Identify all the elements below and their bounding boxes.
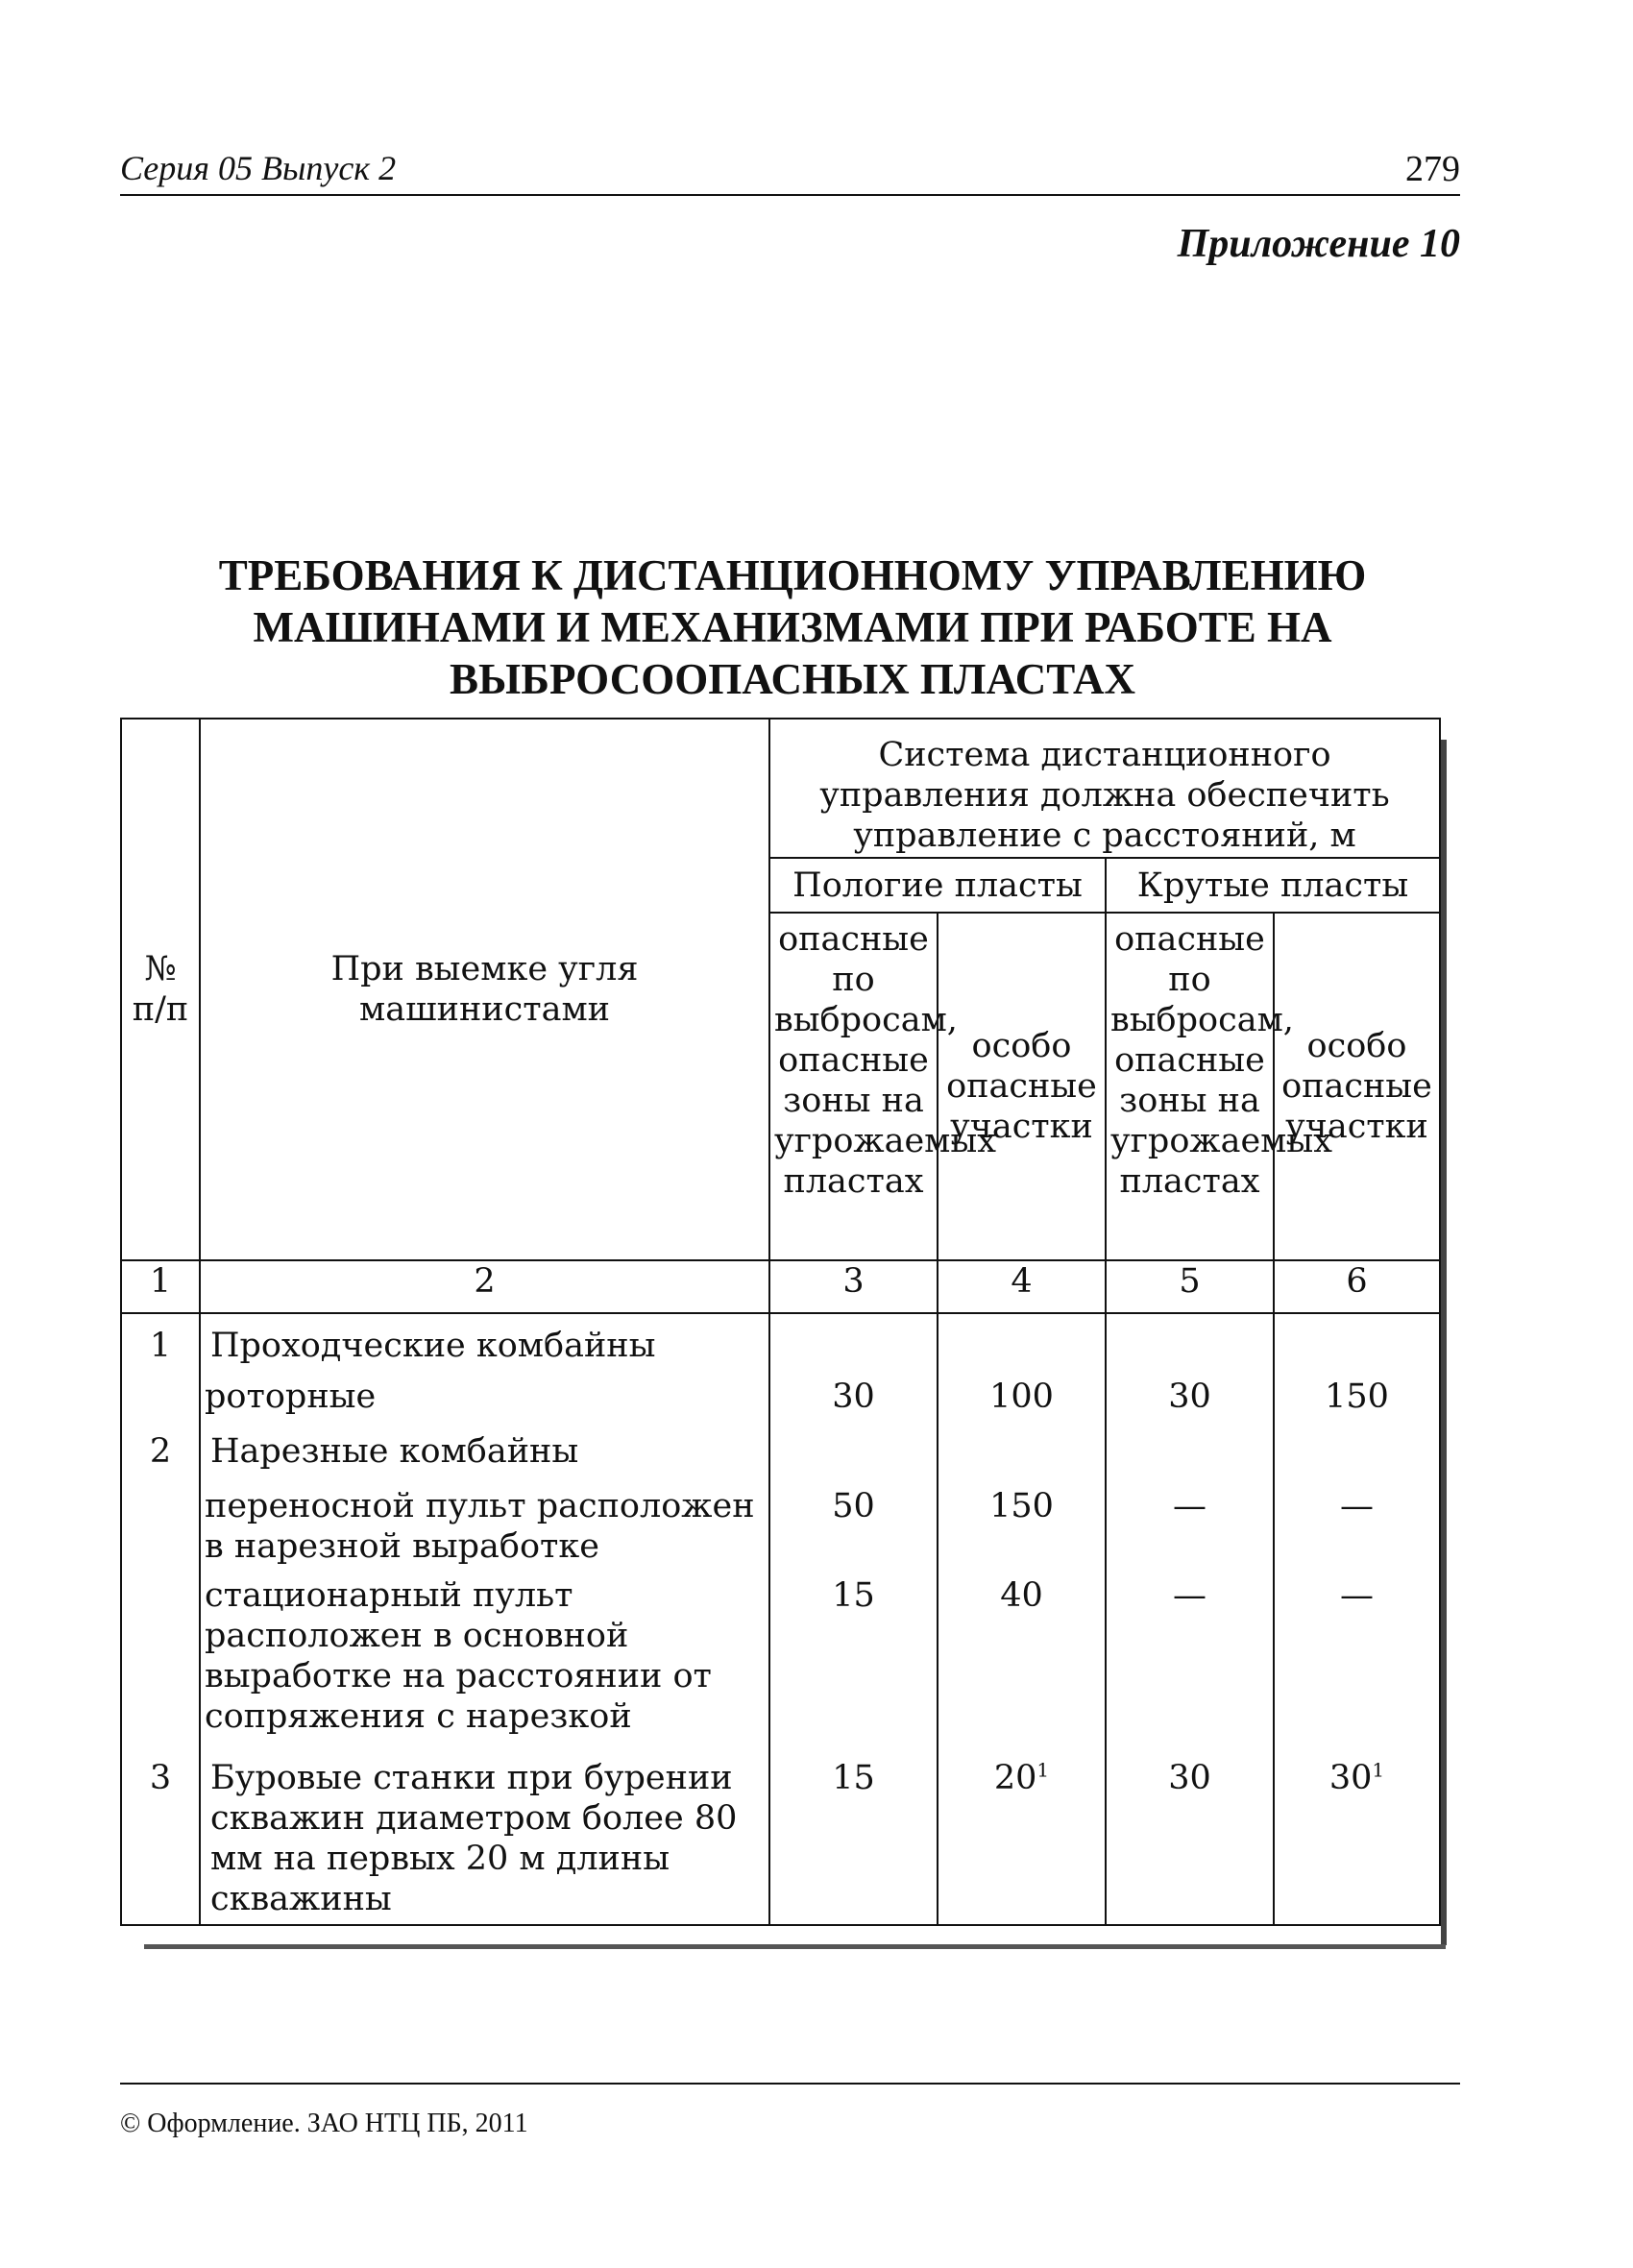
value-text: 20 [993,1759,1037,1797]
row-description: Нарезные комбайны [200,1426,769,1480]
page-number: 279 [1405,149,1460,189]
value-text: 30 [1328,1759,1373,1797]
column-number: 3 [769,1260,938,1313]
row-description: стационарный пульт расположен в основной выработке на расстоянии от сопряжения с нарезкой [200,1573,769,1756]
value-cell: 30 [769,1371,938,1426]
value-cell [1274,1426,1440,1480]
header-steep-outburst: опасные по выбросам, опасные зоны на угрожаемых пластах [1106,913,1274,1260]
column-numbers-row [121,1260,1440,1313]
header-gentle-outburst: опасные по выбросам, опасные зоны на угрожаемых пластах [769,913,938,1260]
copyright-notice: © Оформление. ЗАО НТЦ ПБ, 2011 [120,2109,528,2138]
row-number: 3 [121,1756,200,1925]
value-cell: 100 [938,1371,1106,1426]
value-cell: — [1106,1573,1274,1756]
column-number: 5 [1106,1260,1274,1313]
header-steep-seams: Крутые пласты [1106,858,1440,913]
title-line-2: МАШИНАМИ И МЕХАНИЗМАМИ ПРИ РАБОТЕ НА [253,603,1332,651]
row-number [121,1573,200,1756]
footnote-mark: 1 [1372,1758,1385,1782]
requirements-table [120,718,1441,1926]
header-gentle-seams: Пологие пласты [769,858,1106,913]
column-number: 4 [938,1260,1106,1313]
row-description: роторные [200,1371,769,1426]
value-cell: — [1106,1480,1274,1573]
page-header [120,144,1460,196]
document-title [144,549,1441,705]
value-cell [938,1426,1106,1480]
value-cell: 15 [769,1756,938,1925]
table-row [121,1756,1440,1925]
value-cell [1274,1313,1440,1371]
value-cell: — [1274,1573,1440,1756]
row-number: 1 [121,1313,200,1371]
header-number: № п/п [121,719,200,1260]
value-cell: 30 [1106,1756,1274,1925]
series-label: Серия 05 Выпуск 2 [120,149,397,187]
value-cell [1106,1313,1274,1371]
header-gentle-special: особо опасные участки [938,913,1106,1260]
scan-bottom-shadow [144,1944,1446,1949]
value-cell: 40 [938,1573,1106,1756]
value-cell-with-note [1274,1756,1440,1925]
value-cell [769,1313,938,1371]
row-description: переносной пульт расположен в нарезной выработке [200,1480,769,1573]
value-cell: — [1274,1480,1440,1573]
column-number: 1 [121,1260,200,1313]
row-number [121,1371,200,1426]
column-number: 2 [200,1260,769,1313]
row-number [121,1480,200,1573]
value-cell-with-note [938,1756,1106,1925]
value-cell: 30 [1106,1371,1274,1426]
scan-edge-shadow [1441,740,1447,1945]
table-row [121,1480,1440,1573]
title-line-3: ВЫБРОСООПАСНЫХ ПЛАСТАХ [450,655,1135,703]
header-steep-special: особо опасные участки [1274,913,1440,1260]
header-description: При выемке угля машинистами [200,719,769,1260]
value-cell [1106,1426,1274,1480]
row-number: 2 [121,1426,200,1480]
table-row [121,1426,1440,1480]
value-cell: 50 [769,1480,938,1573]
value-cell: 15 [769,1573,938,1756]
value-cell: 150 [938,1480,1106,1573]
footnote-mark: 1 [1036,1758,1050,1782]
table-row [121,1371,1440,1426]
row-description: Проходческие комбайны [200,1313,769,1371]
header-system: Система дистанционного управления должна обеспечить управление с расстояний, м [769,719,1440,858]
appendix-label: Приложение 10 [1177,222,1460,266]
row-description: Буровые станки при бурении скважин диаметром более 80 мм на первых 20 м длины скважины [200,1756,769,1925]
value-cell [938,1313,1106,1371]
footer-divider [120,2083,1460,2085]
value-cell: 150 [1274,1371,1440,1426]
column-number: 6 [1274,1260,1440,1313]
value-cell [769,1426,938,1480]
title-line-1: ТРЕБОВАНИЯ К ДИСТАНЦИОННОМУ УПРАВЛЕНИЮ [218,551,1367,599]
table-row [121,1313,1440,1371]
table-row [121,1573,1440,1756]
